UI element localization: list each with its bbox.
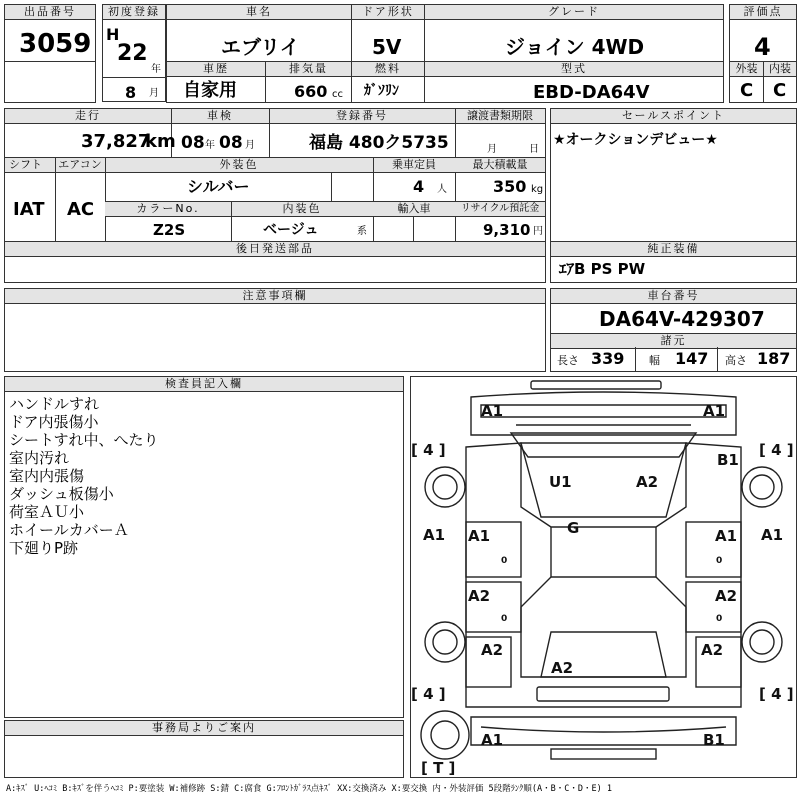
transfer-month: 月 [487, 144, 497, 155]
car-name-box [166, 4, 352, 62]
car-name: エブリイ [221, 35, 300, 59]
month-unit: 月 [149, 88, 159, 99]
plate-label: 登録番号 [269, 109, 455, 124]
ext-label: 外装 [730, 62, 763, 77]
mark-zero: 0 [716, 614, 723, 624]
mark-quarter-l: A2 [481, 641, 504, 659]
mark-front-door-l: A1 [468, 527, 491, 545]
spec-block [4, 108, 546, 242]
length-value: 339 [591, 349, 625, 368]
equipment-box [550, 241, 797, 283]
office-label: 事務局よりご案内 [5, 721, 403, 736]
inspector-line: 室内内張傷 [9, 467, 85, 485]
interior-color-value: ベージュ [263, 222, 319, 238]
mark-front-left: A1 [481, 402, 504, 420]
chassis-box [550, 288, 797, 372]
chassis-value: DA64V-429307 [599, 307, 765, 331]
insp-month-unit: 月 [245, 140, 255, 151]
mark-roof-center: G [567, 519, 580, 537]
import-label: 輸入車 [373, 202, 455, 217]
inspection-label: 車検 [171, 109, 269, 124]
sales-point-text: ★オークションデビュー★ [553, 132, 718, 148]
first-reg-box [102, 4, 166, 102]
lot-value: 3059 [19, 29, 92, 59]
fuel-box [351, 61, 425, 103]
car-name-label: 車名 [167, 5, 351, 20]
first-reg-label: 初度登録 [103, 5, 165, 20]
displacement-value: 660 [294, 82, 328, 101]
mark-zero: 0 [501, 556, 508, 566]
mark-wheel-fr: [ 4 ] [759, 441, 794, 459]
mileage-value: 37,827 [81, 131, 151, 152]
insp-year: 08 [181, 133, 205, 153]
color-value: シルバー [187, 177, 250, 196]
color-no-label: カラーNo. [105, 202, 231, 217]
mark-zero: 0 [716, 556, 723, 566]
inspector-line: ダッシュ板傷小 [9, 485, 114, 503]
score-box [729, 4, 797, 62]
mark-rear-door-r: A2 [715, 587, 738, 605]
width-value: 147 [675, 349, 709, 368]
color-no-value: Z2S [153, 221, 186, 239]
capacity-value: 4 [413, 177, 425, 196]
history-label: 車歴 [167, 62, 265, 77]
history-box [166, 61, 266, 103]
inspector-line: ホイールカバーＡ [9, 521, 129, 539]
shift-label: シフト [5, 158, 55, 173]
recycle-label: リサイクル預託金 [455, 202, 545, 217]
year-unit: 年 [151, 64, 161, 75]
first-reg-year: 22 [117, 41, 148, 66]
history-value: 自家用 [183, 80, 237, 101]
ext-box [729, 61, 764, 103]
grade-value: ジョイン 4WD [505, 35, 645, 59]
lot-label: 出品番号 [5, 5, 95, 20]
mileage-label: 走行 [5, 109, 171, 124]
insp-month: 08 [219, 133, 243, 153]
score-label: 評価点 [730, 5, 796, 20]
model-value: EBD-DA64V [533, 82, 650, 103]
int-box [763, 61, 797, 103]
mark-front-door-r: A1 [715, 527, 738, 545]
inspector-line: 下廻りP跡 [9, 539, 79, 557]
grade-box [424, 4, 724, 62]
notes-box [4, 288, 546, 372]
legend: A:ｷｽﾞ U:ﾍｺﾐ B:ｷｽﾞを伴うﾍｺﾐ P:要塗装 W:補修跡 S:錆 C:腐食 G:ﾌﾛﾝﾄｶﾞﾗｽ点ｷｽﾞ XX:交換済み X:要交換 内・外装評価 5段階ﾗﾝｸ順(A・B・C・D・E) 1 [6, 784, 612, 794]
mark-roof-left: U1 [549, 473, 572, 491]
mark-rear-right: B1 [703, 731, 725, 749]
sales-point-label: セールスポイント [551, 109, 796, 124]
car-diagram [411, 377, 796, 777]
int-value: C [773, 80, 787, 101]
lot-box [4, 4, 96, 62]
model-label: 型式 [425, 62, 723, 77]
later-parts-box [4, 241, 546, 283]
mark-floor: A2 [551, 659, 574, 677]
interior-color-unit: 系 [357, 226, 367, 237]
equipment-label: 純正装備 [551, 242, 796, 257]
recycle-value: 9,310 [483, 221, 531, 239]
sales-point-box [550, 108, 797, 256]
load-label: 最大積載量 [455, 158, 545, 173]
office-box [4, 720, 404, 778]
mark-wheel-rr: [ 4 ] [759, 685, 794, 703]
fuel-label: 燃料 [352, 62, 424, 77]
load-value: 350 [493, 177, 527, 196]
transfer-label: 譲渡書類期限 [455, 109, 545, 124]
transfer-day: 日 [529, 144, 539, 155]
width-label: 幅 [649, 354, 660, 367]
length-label: 長さ [557, 354, 579, 367]
height-value: 187 [757, 349, 791, 368]
mark-wheel-fl: [ 4 ] [411, 441, 446, 459]
later-parts-label: 後日発送部品 [5, 242, 545, 257]
mark-quarter-r: A2 [701, 641, 724, 659]
equipment-text: ｴｱB PS PW [559, 260, 646, 278]
car-diagram-box [410, 376, 797, 778]
recycle-unit: 円 [533, 226, 543, 237]
mark-right-side: A1 [761, 526, 784, 544]
capacity-unit: 人 [437, 184, 447, 195]
capacity-label: 乗車定員 [373, 158, 455, 173]
model-box [424, 61, 724, 103]
mileage-unit: km [145, 131, 176, 152]
color-label: 外装色 [105, 158, 373, 173]
displacement-unit: cc [332, 89, 343, 100]
height-label: 高さ [725, 354, 747, 367]
inspector-notes [9, 395, 159, 557]
mark-fender-right: B1 [717, 451, 739, 469]
grade-label: グレード [425, 5, 723, 20]
inspector-line: シートすれ中、へたり [9, 431, 159, 449]
mark-front-right: A1 [703, 402, 726, 420]
insp-year-unit: 年 [205, 140, 215, 151]
mark-roof-right: A2 [636, 473, 659, 491]
first-reg-month: 8 [125, 83, 137, 102]
plate-value: 福島 480ク5735 [309, 133, 449, 153]
mark-left-side: A1 [423, 526, 446, 544]
int-label: 内装 [764, 62, 796, 77]
inspector-line: 室内汚れ [9, 449, 70, 467]
inspector-box [4, 376, 404, 718]
mark-rear-left: A1 [481, 731, 504, 749]
ext-value: C [740, 80, 754, 101]
ac-label: エアコン [55, 158, 105, 173]
mark-rear-door-l: A2 [468, 587, 491, 605]
notes-label: 注意事項欄 [5, 289, 545, 304]
door-label: ドア形状 [352, 5, 424, 20]
mark-wheel-rl: [ 4 ] [411, 685, 446, 703]
door-box [351, 4, 425, 62]
spec-label: 諸元 [551, 333, 796, 349]
door-value: 5V [372, 35, 402, 59]
inspector-label: 検査員記入欄 [5, 377, 403, 392]
displacement-label: 排気量 [266, 62, 351, 77]
mark-zero: 0 [501, 614, 508, 624]
shift-value: IAT [13, 199, 45, 220]
inspector-line: ハンドルすれ [9, 395, 100, 413]
inspector-line: ドア内張傷小 [9, 413, 99, 431]
inspector-line: 荷室ＡＵ小 [9, 503, 85, 521]
era: H [106, 25, 120, 44]
mark-spare: [ T ] [421, 759, 456, 777]
load-unit: kg [531, 184, 544, 195]
score-value: 4 [754, 33, 771, 61]
fuel-value: ｶﾞｿﾘﾝ [364, 83, 399, 99]
interior-color-label: 内装色 [231, 202, 373, 217]
lot-blank [4, 61, 96, 103]
displacement-box [265, 61, 352, 103]
ac-value: AC [67, 199, 95, 220]
chassis-label: 車台番号 [551, 289, 796, 304]
